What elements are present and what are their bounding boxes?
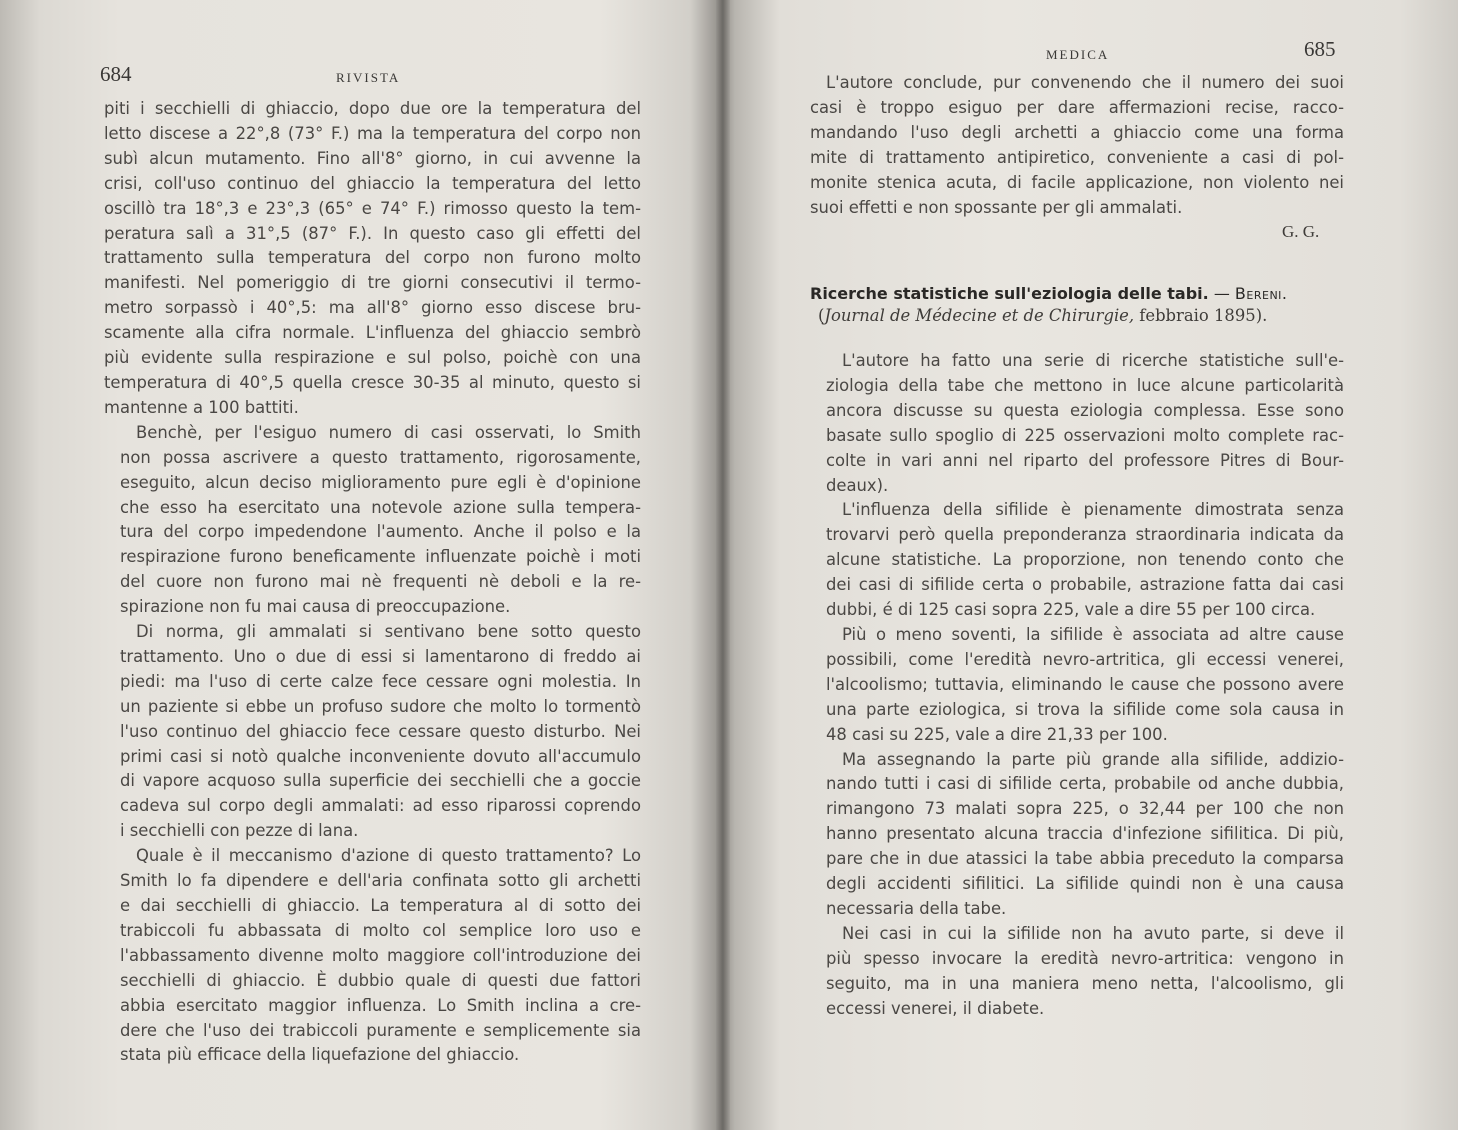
text-line: l'abbassamento divenne molto maggiore coll'introduzione dei [120,945,641,965]
text-line: hanno presentato alcuna traccia d'infezione sifilitica. Di più, [826,824,1344,844]
text-line: pare che in due atassici la tabe abbia preceduto la comparsa [826,849,1344,869]
text-line: crisi, coll'uso continuo del ghiaccio la temperatura del letto [104,173,641,193]
text-line: dere che l'uso dei trabiccoli puramente e semplicemente sia [120,1020,641,1040]
text-line: L'autore ha fatto una serie di ricerche statistiche sull'e- [842,351,1344,370]
left-page [0,0,718,1130]
paragraph [104,620,641,844]
article-dash: — [1208,284,1235,303]
text-line: piti i secchielli di ghiaccio, dopo due ore la temperatura del [104,99,641,118]
text-line: ancora discusse su questa eziologia complessa. Esse sono [826,400,1344,420]
text-line: l'uso continuo del ghiaccio fece cessare questo disturbo. Nei [120,721,641,741]
text-line: alcune statistiche. La proporzione, non tenendo conto che [826,550,1344,570]
paragraph [104,97,641,421]
text-line: degli accidenti sifilitici. La sifilide quindi non è una causa [826,874,1344,894]
text-line: Benchè, per l'esiguo numero di casi osservati, lo Smith [136,422,641,442]
text-line: metro sorpassò i 40°,5: ma all'8° giorno esso discese bru- [104,298,641,318]
text-line: del cuore non furono mai nè frequenti nè deboli e la re- [120,572,641,592]
text-line: casi è troppo esiguo per dare affermazioni recise, racco- [810,97,1344,117]
text-line: trattamento sulla temperatura del corpo non furono molto [104,248,641,268]
paragraph [810,623,1344,748]
text-line: secchielli di ghiaccio. È dubbio quale di questi due fattori [120,970,641,990]
text-line: L'influenza della sifilide è pienamente dimostrata senza [842,500,1344,520]
text-line: una parte eziologica, si trova la sifilide come sola causa in [826,699,1344,719]
text-line: Smith lo fa dipendere e dell'aria confinata sotto gli archetti [120,871,641,891]
article-title: Ricerche statistiche sull'eziologia delle tabi. [810,284,1209,303]
text-line: scamente alla cifra normale. L'influenza del ghiaccio sembrò [104,323,641,343]
text-line: Più o meno soventi, la sifilide è associata ad altre cause [842,624,1344,644]
paragraph [104,844,641,1068]
text-line: l'alcoolismo; tuttavia, eliminando le cause che possono avere [826,674,1344,694]
text-line: Nei casi in cui la sifilide non ha avuto parte, si deve il [842,923,1344,943]
text-line: Quale è il meccanismo d'azione di questo trattamento? Lo [136,846,641,866]
text-line: più evidente sulla respirazione e sul polso, poichè con una [104,348,641,368]
paragraph [810,498,1344,623]
text-line: possibili, come l'eredità nevro-artritica, gli eccessi venerei, [826,649,1344,669]
right-page-body [810,349,1344,1021]
text-line: respirazione furono beneficamente influenzate poichè i moti [120,547,641,567]
paragraph [810,349,1344,498]
text-line: piedi: ma l'uso di certe calze fece cessare ogni molestia. In [120,671,641,691]
text-line: i secchielli con pezze di lana. [120,821,359,841]
paragraph [810,748,1344,922]
journal-name: Journal de Médecine et de Chirurgie, [824,306,1135,325]
text-line: Ma assegnando la parte più grande alla sifilide, addizio- [842,749,1344,769]
text-line: dubbi, é di 125 casi sopra 225, vale a dire 55 per 100 circa. [826,600,1316,620]
text-line: rimangono 73 malati sopra 225, o 32,44 per 100 che non [826,799,1344,819]
text-line: deaux). [826,475,889,495]
source-open-paren: ( [818,306,825,325]
paragraph [810,922,1344,1022]
text-line: nando tutti i casi di sifilide certa, probabile od anche dubbia, [826,774,1344,794]
text-line: seguito, ma in una maniera meno netta, l'alcoolismo, gli [826,973,1344,993]
text-line: eccessi venerei, il diabete. [826,998,1045,1018]
text-line: mantenne a 100 battiti. [104,397,299,417]
book-spine [716,0,730,1130]
text-line: primi casi si notò qualche inconveniente dovuto all'accumulo [120,746,641,766]
text-line: basate sullo spoglio di 225 osservazioni molto complete rac- [826,425,1344,445]
conclusion-paragraph [810,71,1344,220]
text-line: spirazione non fu mai causa di preoccupazione. [120,597,511,617]
text-line: trabiccoli fu abbassata di molto col semplice loro uso e [120,920,641,940]
article-heading [810,284,1288,303]
text-line: tura del corpo impedendone l'aumento. Anche il polso e la [120,522,641,542]
text-line: temperatura di 40°,5 quella cresce 30-35 al minuto, questo si [104,372,641,392]
source-date: febbraio 1895). [1134,306,1268,325]
text-line: trovarvi però quella preponderanza straordinaria indicata da [826,525,1344,545]
paragraph [104,421,641,620]
text-line: 48 casi su 225, vale a dire 21,33 per 100. [826,724,1168,744]
text-line: colte in vari anni nel riparto del professore Pitres di Bour- [826,450,1344,470]
author-signature: G. G. [1282,222,1320,241]
page-number-right: 685 [1304,37,1336,61]
text-line: L'autore conclude, pur convenendo che il numero dei suoi [826,73,1344,92]
text-line: cadeva sul corpo degli ammalati: ad esso riparossi coprendo [120,796,641,816]
text-line: necessaria della tabe. [826,898,1007,918]
text-line: più spesso invocare la eredità nevro-artritica: vengono in [826,948,1344,968]
text-line: suoi effetti e non spossante per gli ammalati. [810,197,1183,217]
text-line: di vapore acquoso sulla superficie dei secchielli che a goccie [120,771,641,791]
text-line: subì alcun mutamento. Fino all'8° giorno, in cui avvenne la [104,148,641,168]
right-page [730,0,1458,1130]
text-line: mite di trattamento antipiretico, conveniente a casi di pol- [810,147,1344,167]
text-line: trattamento. Uno o due di essi si lamentarono di freddo ai [120,646,641,666]
running-head-right: MEDICA [1046,47,1110,62]
article-author: Bereni. [1234,284,1288,303]
text-line: monite stenica acuta, di facile applicazione, non violento nei [810,172,1344,192]
text-line: peratura salì a 31°,5 (87° F.). In questo caso gli effetti del [104,223,641,243]
text-line: stata più efficace della liquefazione del ghiaccio. [120,1045,520,1065]
text-line: oscillò tra 18°,3 e 23°,3 (65° e 74° F.) rimosso questo la tem- [104,198,641,218]
text-line: mandando l'uso degli archetti a ghiaccio come una forma [810,122,1344,142]
left-page-body [104,97,641,1068]
text-line: abbia esercitato maggior influenza. Lo Smith inclina a cre- [120,995,641,1015]
text-line: eseguito, alcun deciso miglioramento pure egli è d'opinione [120,472,641,492]
text-line: ziologia della tabe che mettono in luce alcune particolarità [826,375,1344,395]
text-line: e dai secchielli di ghiaccio. La temperatura al di sotto dei [120,896,641,915]
running-head-left: RIVISTA [336,70,401,85]
text-line: Di norma, gli ammalati si sentivano bene sotto questo [136,622,641,642]
text-line: dei casi di sifilide certa o probabile, astrazione fatta dai casi [826,575,1344,595]
text-line: letto discese a 22°,8 (73° F.) ma la temperatura del corpo non [104,123,641,143]
text-line: manifesti. Nel pomeriggio di tre giorni consecutivi il termo- [104,273,641,293]
paragraph [810,71,1344,220]
text-line: non possa ascrivere a questo trattamento, rigorosamente, [120,447,641,467]
text-line: che esso ha esercitato una notevole azione sulla tempera- [120,497,641,517]
text-line: un paziente si ebbe un profuso sudore che molto lo tormentò [120,696,641,716]
page-number-left: 684 [100,62,132,86]
article-source [818,306,1267,325]
